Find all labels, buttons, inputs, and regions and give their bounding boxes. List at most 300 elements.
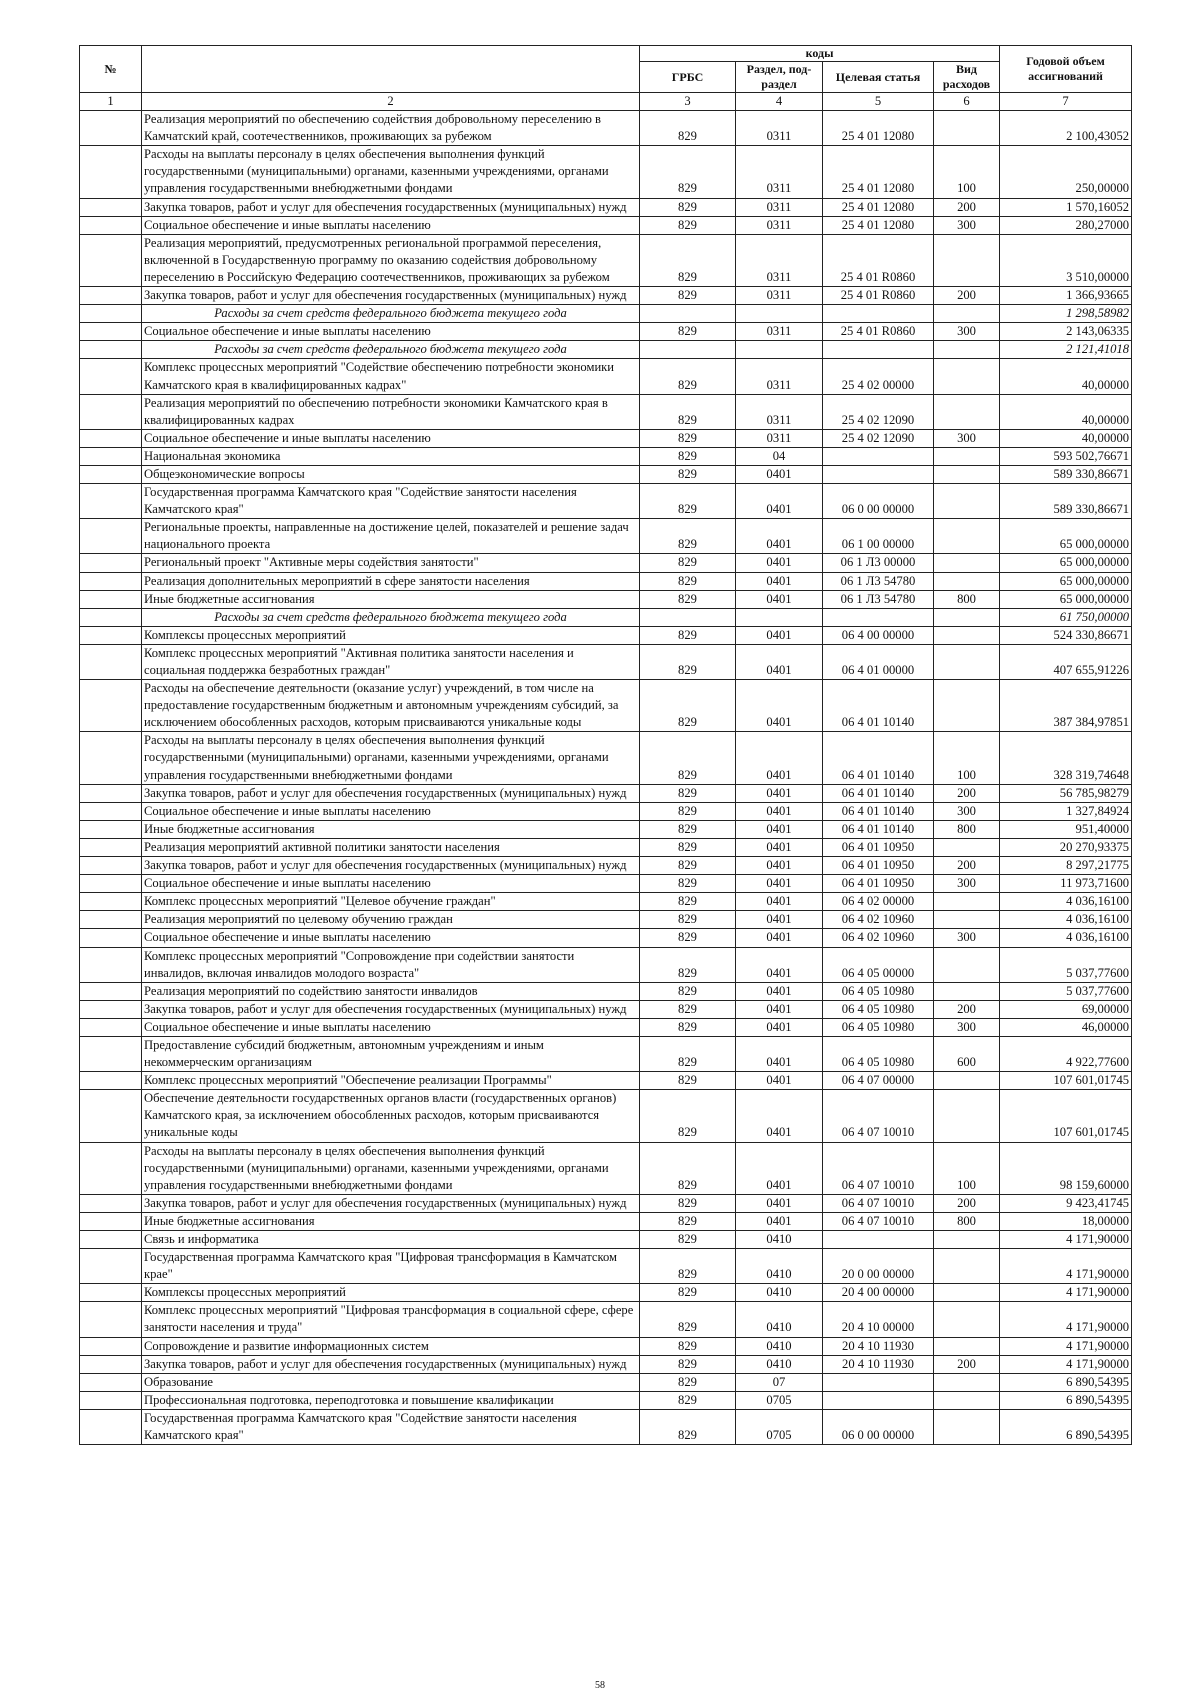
row-name: Закупка товаров, работ и услуг для обеспечения государственных (муниципальных) нужд — [142, 1194, 640, 1212]
row-name: Реализация мероприятий по обеспечению содействия добровольному переселению в Камчатский край, соотечественников, проживающих за рубежом — [142, 111, 640, 146]
table-row — [80, 680, 1132, 732]
row-number — [80, 1302, 142, 1337]
row-target-article: 25 4 02 12090 — [823, 394, 934, 429]
row-amount: 46,00000 — [1000, 1018, 1132, 1036]
row-amount: 40,00000 — [1000, 394, 1132, 429]
row-target-article: 25 4 01 R0860 — [823, 323, 934, 341]
row-target-article: 06 4 01 10140 — [823, 802, 934, 820]
row-number — [80, 146, 142, 198]
row-number — [80, 982, 142, 1000]
row-expense-type — [934, 982, 1000, 1000]
row-number — [80, 1018, 142, 1036]
row-expense-type: 300 — [934, 929, 1000, 947]
table-row — [80, 947, 1132, 982]
row-amount: 387 384,97851 — [1000, 680, 1132, 732]
row-amount: 4 171,90000 — [1000, 1302, 1132, 1337]
header-expense-type: Вид расходов — [934, 62, 1000, 93]
row-target-article: 06 4 01 10950 — [823, 875, 934, 893]
row-number — [80, 838, 142, 856]
table-row — [80, 519, 1132, 554]
row-grbs: 829 — [640, 447, 736, 465]
row-amount: 61 750,00000 — [1000, 608, 1132, 626]
row-expense-type — [934, 305, 1000, 323]
row-section: 0401 — [736, 1142, 823, 1194]
row-grbs: 829 — [640, 216, 736, 234]
row-name: Иные бюджетные ассигнования — [142, 590, 640, 608]
row-number — [80, 590, 142, 608]
row-grbs: 829 — [640, 198, 736, 216]
row-name: Расходы за счет средств федерального бюджета текущего года — [142, 341, 640, 359]
row-section: 0401 — [736, 875, 823, 893]
column-number: 1 — [80, 93, 142, 111]
row-expense-type — [934, 1072, 1000, 1090]
row-name: Реализация мероприятий по целевому обучению граждан — [142, 911, 640, 929]
row-expense-type: 200 — [934, 287, 1000, 305]
row-expense-type: 300 — [934, 323, 1000, 341]
table-row — [80, 465, 1132, 483]
row-target-article — [823, 1391, 934, 1409]
row-amount: 56 785,98279 — [1000, 784, 1132, 802]
row-amount: 98 159,60000 — [1000, 1142, 1132, 1194]
row-amount: 6 890,54395 — [1000, 1409, 1132, 1444]
budget-table — [79, 45, 1132, 1445]
row-section: 0311 — [736, 198, 823, 216]
row-grbs: 829 — [640, 820, 736, 838]
table-row — [80, 732, 1132, 784]
row-amount: 40,00000 — [1000, 429, 1132, 447]
row-grbs: 829 — [640, 484, 736, 519]
row-grbs: 829 — [640, 429, 736, 447]
column-number: 2 — [142, 93, 640, 111]
row-grbs: 829 — [640, 1284, 736, 1302]
row-name: Комплексы процессных мероприятий — [142, 626, 640, 644]
row-target-article: 06 4 07 10010 — [823, 1194, 934, 1212]
row-grbs: 829 — [640, 1212, 736, 1230]
row-section: 0401 — [736, 519, 823, 554]
row-name: Комплекс процессных мероприятий "Обеспечение реализации Программы" — [142, 1072, 640, 1090]
row-grbs: 829 — [640, 287, 736, 305]
row-number — [80, 305, 142, 323]
row-grbs: 829 — [640, 1090, 736, 1142]
row-target-article: 06 4 05 00000 — [823, 947, 934, 982]
row-amount: 69,00000 — [1000, 1000, 1132, 1018]
header-grbs: ГРБС — [640, 62, 736, 93]
row-name: Государственная программа Камчатского края "Содействие занятости населения Камчатского края" — [142, 1409, 640, 1444]
table-row — [80, 1249, 1132, 1284]
row-name: Реализация мероприятий по обеспечению потребности экономики Камчатского края в квалифицированных кадрах — [142, 394, 640, 429]
row-target-article: 06 4 00 00000 — [823, 626, 934, 644]
row-section: 0401 — [736, 590, 823, 608]
row-target-article: 06 4 05 10980 — [823, 1000, 934, 1018]
table-row — [80, 484, 1132, 519]
table-row — [80, 216, 1132, 234]
row-expense-type: 300 — [934, 216, 1000, 234]
row-target-article: 20 4 10 00000 — [823, 1302, 934, 1337]
row-number — [80, 447, 142, 465]
row-number — [80, 359, 142, 394]
row-section: 0401 — [736, 911, 823, 929]
row-expense-type — [934, 1302, 1000, 1337]
row-target-article: 25 4 02 12090 — [823, 429, 934, 447]
row-name: Закупка товаров, работ и услуг для обеспечения государственных (муниципальных) нужд — [142, 287, 640, 305]
header-section: Раздел, под-раздел — [736, 62, 823, 93]
row-number — [80, 893, 142, 911]
row-amount: 4 036,16100 — [1000, 911, 1132, 929]
row-name: Социальное обеспечение и иные выплаты населению — [142, 429, 640, 447]
row-grbs: 829 — [640, 626, 736, 644]
row-expense-type: 300 — [934, 875, 1000, 893]
row-target-article: 06 4 01 10950 — [823, 857, 934, 875]
row-name: Государственная программа Камчатского края "Содействие занятости населения Камчатского края" — [142, 484, 640, 519]
row-section: 0401 — [736, 929, 823, 947]
row-number — [80, 394, 142, 429]
row-expense-type — [934, 572, 1000, 590]
row-target-article: 06 4 07 10010 — [823, 1142, 934, 1194]
row-section: 0401 — [736, 857, 823, 875]
table-row — [80, 1373, 1132, 1391]
row-number — [80, 875, 142, 893]
row-target-article — [823, 341, 934, 359]
row-number — [80, 554, 142, 572]
row-number — [80, 484, 142, 519]
row-amount: 328 319,74648 — [1000, 732, 1132, 784]
row-target-article: 06 4 05 10980 — [823, 982, 934, 1000]
row-target-article: 06 4 07 10010 — [823, 1212, 934, 1230]
row-amount: 4 171,90000 — [1000, 1337, 1132, 1355]
row-amount: 951,40000 — [1000, 820, 1132, 838]
row-target-article: 20 4 10 11930 — [823, 1355, 934, 1373]
row-section: 0705 — [736, 1409, 823, 1444]
row-expense-type: 200 — [934, 1194, 1000, 1212]
row-expense-type: 300 — [934, 429, 1000, 447]
row-amount: 4 171,90000 — [1000, 1355, 1132, 1373]
row-section: 04 — [736, 447, 823, 465]
row-grbs: 829 — [640, 1231, 736, 1249]
row-name: Социальное обеспечение и иные выплаты населению — [142, 216, 640, 234]
table-row — [80, 1000, 1132, 1018]
row-name: Национальная экономика — [142, 447, 640, 465]
row-grbs: 829 — [640, 111, 736, 146]
row-grbs: 829 — [640, 1249, 736, 1284]
row-grbs: 829 — [640, 1337, 736, 1355]
row-number — [80, 323, 142, 341]
row-target-article: 06 4 07 00000 — [823, 1072, 934, 1090]
row-name: Профессиональная подготовка, переподготовка и повышение квалификации — [142, 1391, 640, 1409]
row-section: 0401 — [736, 982, 823, 1000]
table-row — [80, 1090, 1132, 1142]
row-number — [80, 1409, 142, 1444]
table-row — [80, 820, 1132, 838]
row-grbs: 829 — [640, 911, 736, 929]
row-number — [80, 1072, 142, 1090]
row-grbs — [640, 305, 736, 323]
row-amount: 5 037,77600 — [1000, 947, 1132, 982]
row-grbs: 829 — [640, 323, 736, 341]
row-number — [80, 111, 142, 146]
row-number — [80, 287, 142, 305]
table-row — [80, 572, 1132, 590]
row-number — [80, 1212, 142, 1230]
row-name: Социальное обеспечение и иные выплаты населению — [142, 929, 640, 947]
row-name: Сопровождение и развитие информационных систем — [142, 1337, 640, 1355]
row-target-article: 06 1 00 00000 — [823, 519, 934, 554]
row-number — [80, 1000, 142, 1018]
row-number — [80, 680, 142, 732]
row-amount: 6 890,54395 — [1000, 1391, 1132, 1409]
row-expense-type — [934, 111, 1000, 146]
row-section: 0410 — [736, 1284, 823, 1302]
table-row — [80, 893, 1132, 911]
table-row — [80, 1409, 1132, 1444]
row-section: 0401 — [736, 802, 823, 820]
row-amount: 1 570,16052 — [1000, 198, 1132, 216]
row-name: Социальное обеспечение и иные выплаты населению — [142, 875, 640, 893]
row-amount: 1 366,93665 — [1000, 287, 1132, 305]
row-target-article: 25 4 01 12080 — [823, 146, 934, 198]
row-section: 0311 — [736, 323, 823, 341]
row-target-article — [823, 305, 934, 323]
row-number — [80, 1090, 142, 1142]
row-number — [80, 947, 142, 982]
row-section: 0401 — [736, 572, 823, 590]
row-name: Реализация мероприятий, предусмотренных региональной программой переселения, включенной в Государственную программу по оказанию содействия добровольному переселению в Российскую Федерацию соотечественников, проживающих за рубежом — [142, 234, 640, 286]
row-expense-type: 600 — [934, 1036, 1000, 1071]
row-name: Образование — [142, 1373, 640, 1391]
row-expense-type — [934, 341, 1000, 359]
row-number — [80, 644, 142, 679]
row-grbs: 829 — [640, 359, 736, 394]
row-amount: 1 298,58982 — [1000, 305, 1132, 323]
row-grbs: 829 — [640, 1194, 736, 1212]
row-amount: 2 121,41018 — [1000, 341, 1132, 359]
row-section — [736, 608, 823, 626]
row-name: Социальное обеспечение и иные выплаты населению — [142, 323, 640, 341]
row-target-article — [823, 465, 934, 483]
row-target-article: 06 0 00 00000 — [823, 1409, 934, 1444]
row-grbs: 829 — [640, 1018, 736, 1036]
column-number-row — [80, 93, 1132, 111]
row-amount: 4 171,90000 — [1000, 1231, 1132, 1249]
row-amount: 65 000,00000 — [1000, 572, 1132, 590]
row-name: Закупка товаров, работ и услуг для обеспечения государственных (муниципальных) нужд — [142, 1000, 640, 1018]
table-row — [80, 857, 1132, 875]
row-amount: 40,00000 — [1000, 359, 1132, 394]
row-target-article — [823, 447, 934, 465]
row-target-article: 06 4 02 10960 — [823, 929, 934, 947]
row-target-article: 25 4 01 R0860 — [823, 234, 934, 286]
row-grbs: 829 — [640, 1355, 736, 1373]
row-name: Расходы на выплаты персоналу в целях обеспечения выполнения функций государственными (муниципальными) органами, казенными учреждениями, органами управления государственными внебюджетными фондами — [142, 146, 640, 198]
row-amount: 107 601,01745 — [1000, 1072, 1132, 1090]
table-row — [80, 287, 1132, 305]
row-section: 0410 — [736, 1302, 823, 1337]
row-expense-type: 300 — [934, 802, 1000, 820]
row-grbs: 829 — [640, 146, 736, 198]
row-amount: 9 423,41745 — [1000, 1194, 1132, 1212]
table-row — [80, 929, 1132, 947]
row-grbs: 829 — [640, 1373, 736, 1391]
row-amount: 589 330,86671 — [1000, 465, 1132, 483]
row-amount: 4 036,16100 — [1000, 893, 1132, 911]
table-body — [80, 111, 1132, 1445]
row-target-article: 25 4 01 12080 — [823, 111, 934, 146]
row-expense-type — [934, 644, 1000, 679]
header-row-1 — [80, 46, 1132, 62]
row-number — [80, 234, 142, 286]
row-name: Закупка товаров, работ и услуг для обеспечения государственных (муниципальных) нужд — [142, 1355, 640, 1373]
row-section: 0401 — [736, 680, 823, 732]
row-section: 0401 — [736, 1072, 823, 1090]
row-name: Иные бюджетные ассигнования — [142, 1212, 640, 1230]
row-grbs: 829 — [640, 465, 736, 483]
row-number — [80, 608, 142, 626]
row-section: 0401 — [736, 1194, 823, 1212]
table-row — [80, 1355, 1132, 1373]
row-number — [80, 1249, 142, 1284]
row-section: 0410 — [736, 1231, 823, 1249]
row-target-article — [823, 1231, 934, 1249]
table-row — [80, 198, 1132, 216]
row-amount: 6 890,54395 — [1000, 1373, 1132, 1391]
row-target-article: 06 4 01 00000 — [823, 644, 934, 679]
row-expense-type — [934, 1090, 1000, 1142]
row-name: Закупка товаров, работ и услуг для обеспечения государственных (муниципальных) нужд — [142, 857, 640, 875]
column-number: 7 — [1000, 93, 1132, 111]
row-section: 0311 — [736, 146, 823, 198]
row-number — [80, 465, 142, 483]
table-row — [80, 1231, 1132, 1249]
page-number: 58 — [595, 1680, 605, 1691]
header-target-article: Целевая статья — [823, 62, 934, 93]
row-number — [80, 1142, 142, 1194]
row-name: Комплекс процессных мероприятий "Содействие обеспечению потребности экономики Камчатского края в квалифицированных кадрах" — [142, 359, 640, 394]
row-section: 0311 — [736, 216, 823, 234]
row-number — [80, 1337, 142, 1355]
table-row — [80, 1142, 1132, 1194]
row-number — [80, 911, 142, 929]
row-amount: 593 502,76671 — [1000, 447, 1132, 465]
table-row — [80, 1284, 1132, 1302]
row-number — [80, 1194, 142, 1212]
row-number — [80, 198, 142, 216]
row-target-article: 25 4 02 00000 — [823, 359, 934, 394]
row-amount: 4 171,90000 — [1000, 1249, 1132, 1284]
row-section: 0401 — [736, 820, 823, 838]
row-grbs: 829 — [640, 732, 736, 784]
row-section: 0401 — [736, 893, 823, 911]
row-expense-type — [934, 554, 1000, 572]
row-number — [80, 341, 142, 359]
row-section: 0705 — [736, 1391, 823, 1409]
row-section: 0401 — [736, 484, 823, 519]
row-expense-type: 300 — [934, 1018, 1000, 1036]
row-amount: 1 327,84924 — [1000, 802, 1132, 820]
row-grbs: 829 — [640, 394, 736, 429]
table-row — [80, 784, 1132, 802]
row-target-article: 06 0 00 00000 — [823, 484, 934, 519]
row-grbs: 829 — [640, 838, 736, 856]
row-section: 0401 — [736, 947, 823, 982]
row-grbs: 829 — [640, 929, 736, 947]
row-expense-type — [934, 465, 1000, 483]
row-target-article — [823, 1373, 934, 1391]
row-expense-type — [934, 1249, 1000, 1284]
row-expense-type: 200 — [934, 857, 1000, 875]
row-expense-type — [934, 1284, 1000, 1302]
table-row — [80, 1072, 1132, 1090]
row-name: Комплексы процессных мероприятий — [142, 1284, 640, 1302]
row-expense-type — [934, 1373, 1000, 1391]
row-expense-type: 800 — [934, 820, 1000, 838]
row-section: 0311 — [736, 234, 823, 286]
row-amount: 4 922,77600 — [1000, 1036, 1132, 1071]
row-grbs: 829 — [640, 1302, 736, 1337]
column-number: 5 — [823, 93, 934, 111]
row-name: Связь и информатика — [142, 1231, 640, 1249]
row-amount: 250,00000 — [1000, 146, 1132, 198]
table-row — [80, 626, 1132, 644]
row-amount: 407 655,91226 — [1000, 644, 1132, 679]
table-row — [80, 359, 1132, 394]
row-expense-type — [934, 519, 1000, 554]
row-grbs: 829 — [640, 947, 736, 982]
row-name: Социальное обеспечение и иные выплаты населению — [142, 802, 640, 820]
row-section: 0401 — [736, 838, 823, 856]
row-amount: 5 037,77600 — [1000, 982, 1132, 1000]
row-name: Региональный проект "Активные меры содействия занятости" — [142, 554, 640, 572]
row-grbs: 829 — [640, 1036, 736, 1071]
row-expense-type — [934, 447, 1000, 465]
row-target-article: 25 4 01 12080 — [823, 198, 934, 216]
row-section: 0311 — [736, 394, 823, 429]
row-expense-type — [934, 893, 1000, 911]
row-name: Комплекс процессных мероприятий "Активная политика занятости населения и социальная поддержка безработных граждан" — [142, 644, 640, 679]
header-number: № — [80, 46, 142, 93]
table-row — [80, 982, 1132, 1000]
table-row — [80, 802, 1132, 820]
row-grbs: 829 — [640, 784, 736, 802]
row-name: Государственная программа Камчатского края "Цифровая трансформация в Камчатском крае" — [142, 1249, 640, 1284]
table-row — [80, 429, 1132, 447]
row-number — [80, 1231, 142, 1249]
row-number — [80, 429, 142, 447]
row-amount: 4 171,90000 — [1000, 1284, 1132, 1302]
header-codes: коды — [640, 46, 1000, 62]
table-row — [80, 111, 1132, 146]
header-name — [142, 46, 640, 93]
row-expense-type — [934, 947, 1000, 982]
row-target-article: 06 4 01 10950 — [823, 838, 934, 856]
row-target-article: 06 4 05 10980 — [823, 1018, 934, 1036]
row-number — [80, 1355, 142, 1373]
row-number — [80, 1373, 142, 1391]
row-grbs: 829 — [640, 875, 736, 893]
row-section: 0311 — [736, 111, 823, 146]
column-number: 4 — [736, 93, 823, 111]
row-target-article: 20 4 00 00000 — [823, 1284, 934, 1302]
row-amount: 2 143,06335 — [1000, 323, 1132, 341]
row-expense-type — [934, 680, 1000, 732]
row-name: Предоставление субсидий бюджетным, автономным учреждениям и иным некоммерческим организациям — [142, 1036, 640, 1071]
row-target-article: 06 4 05 10980 — [823, 1036, 934, 1071]
row-number — [80, 519, 142, 554]
table-row — [80, 1018, 1132, 1036]
row-grbs: 829 — [640, 644, 736, 679]
row-number — [80, 572, 142, 590]
row-expense-type: 800 — [934, 1212, 1000, 1230]
table-row — [80, 447, 1132, 465]
row-number — [80, 732, 142, 784]
